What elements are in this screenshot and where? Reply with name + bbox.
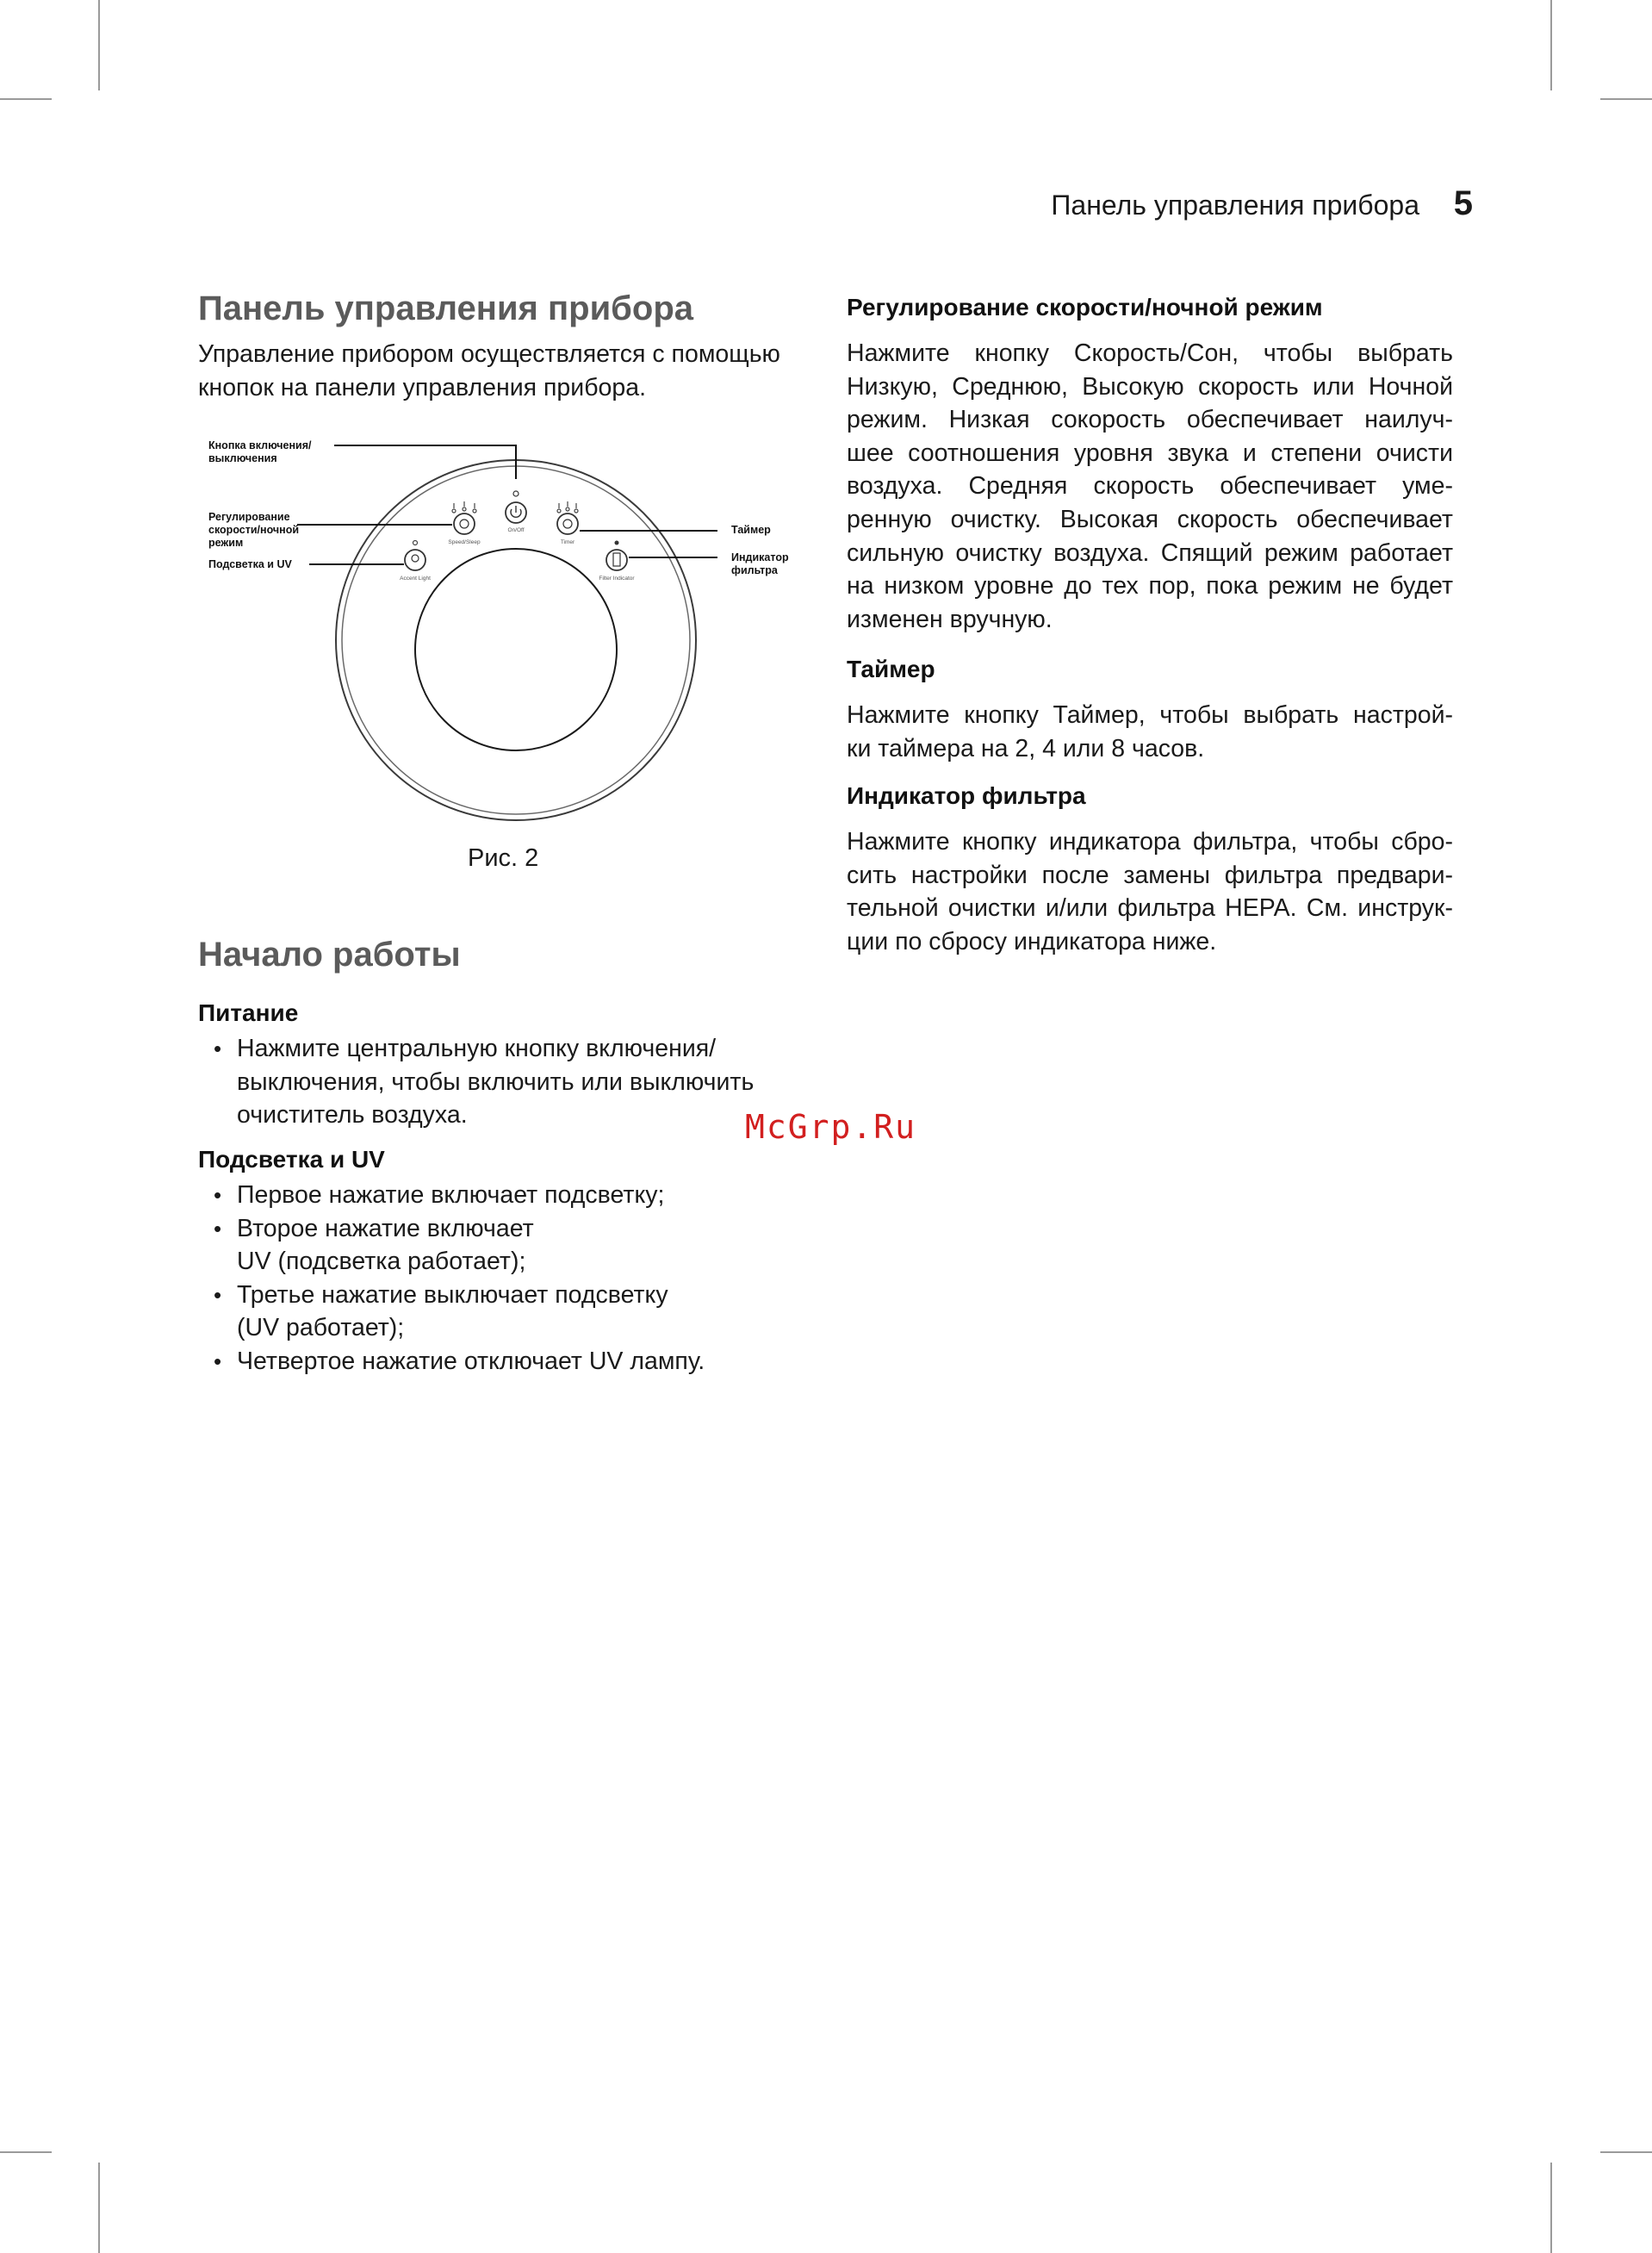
text-line: на низком уровне до тех пор, пока режим не будет [847,572,1453,601]
crop-mark [1600,98,1652,100]
text-line: ренную очистку. Высокая скорость обеспечивает [847,505,1453,533]
device-inner-ring [342,466,690,814]
crop-mark [0,98,52,100]
crop-mark [1600,2151,1652,2153]
leader-line-power [515,445,517,479]
text-line: тельной очистки и/или фильтра HEPA. См. инструк- [847,894,1453,923]
clock-icon [563,520,572,528]
text-line: Низкую, Среднюю, Высокую скорость или Ночной [847,372,1453,401]
fan-icon [460,520,469,528]
page-number: 5 [1453,184,1473,222]
filter-icon [613,553,620,566]
intro-paragraph [198,338,810,404]
filter-indicator-button [606,550,627,570]
power-button [506,502,526,523]
text-line: ки таймера на 2, 4 или 8 часов. [847,734,1205,762]
leader-line-filter [629,557,717,558]
running-title: Панель управления прибора [1051,190,1419,221]
speed-button [454,513,475,534]
list-item: • Третье нажатие выключает подсветку (UV работает); [198,1279,810,1345]
text-line: режим. Низкая сокорость обеспечивает наилуч- [847,406,1453,434]
text-line: Нажмите кнопку Скорость/Сон, чтобы выбрать [847,339,1453,367]
device-outer-ring [336,460,696,820]
list-item: • Нажмите центральную кнопку включения/ выключения, чтобы включить или выключить очиститель воздуха. [198,1032,810,1132]
leader-line-light [309,563,404,565]
list-item: • Первое нажатие включает подсветку; [198,1179,810,1212]
section-control-panel [198,289,810,328]
crop-mark [0,2151,52,2153]
subsection-filter [847,782,1453,958]
text-line: шее соотношения уровня звука и степени очисти [847,439,1453,467]
subsection-title: Регулирование скорости/ночной режим [847,294,1323,321]
section-title: Начало работы [198,936,461,974]
text-line: сить настройки после замены фильтра предвари- [847,861,1453,889]
crop-mark [98,2163,100,2253]
accent-light-led [413,541,418,545]
speed-leds [452,501,476,513]
device-label-light: Accent Light [400,576,431,582]
timer-leds [557,501,578,513]
leader-line-speed [297,524,452,526]
crop-mark [98,0,100,90]
subsection-title: Питание [198,999,299,1026]
subsection-light [198,1146,810,1379]
watermark: McGrp.Ru [745,1108,917,1146]
leader-line-power [334,445,516,446]
crop-mark [1550,2163,1552,2253]
power-led [513,491,519,496]
bullet-list [198,1179,810,1379]
list-item: • Четвертое нажатие отключает UV лампу. [198,1345,810,1379]
list-item: • Второе нажатие включает UV (подсветка работает); [198,1212,810,1279]
device-label-filter: Filter Indicator [599,576,635,582]
text-line: изменен вручную. [847,605,1053,633]
device-label-speed: Speed/Sleep [448,539,481,545]
callout-power: Кнопка включения/ выключения [208,439,312,464]
device-label-timer: Timer [560,539,575,545]
subsection-power [198,999,810,1132]
speed-paragraph [847,337,1453,636]
subsection-timer [847,656,1453,765]
timer-button [557,513,578,534]
device-center-disc [415,549,617,750]
callout-timer: Таймер [731,524,771,536]
text-line: Нажмите кнопку индикатора фильтра, чтобы сбро- [847,828,1453,856]
text-line: воздуха. Средняя скорость обеспечивает уме- [847,472,1453,501]
callout-speed: Регулирование скорости/ночной режим [208,511,300,549]
text-line: ции по сбросу индикатора ниже. [847,927,1217,955]
bulb-icon [412,555,419,562]
filter-paragraph [847,825,1453,958]
text-line: Нажмите кнопку Таймер, чтобы выбрать настрой- [847,701,1453,729]
text-line: Управление прибором осуществляется с помощью [198,340,780,368]
figure-caption: Рис. 2 [468,844,539,872]
filter-led [615,541,619,545]
section-title: Панель управления прибора [198,289,693,327]
subsection-speed [847,294,1453,636]
text-line: кнопок на панели управления прибора. [198,373,646,401]
bullet-list [198,1032,810,1132]
crop-mark [1550,0,1552,90]
device-label-power: On/Off [507,527,525,533]
subsection-title: Таймер [847,656,935,682]
timer-paragraph [847,699,1453,765]
accent-light-button [405,550,425,570]
text-line: сильную очистку воздуха. Спящий режим работает [847,538,1453,567]
callout-light: Подсветка и UV [208,558,292,570]
callout-filter: Индикатор фильтра [731,551,789,576]
section-getting-started [198,936,810,974]
leader-line-timer [580,530,717,532]
subsection-title: Подсветка и UV [198,1146,385,1173]
subsection-title: Индикатор фильтра [847,782,1086,809]
power-icon [511,509,521,517]
